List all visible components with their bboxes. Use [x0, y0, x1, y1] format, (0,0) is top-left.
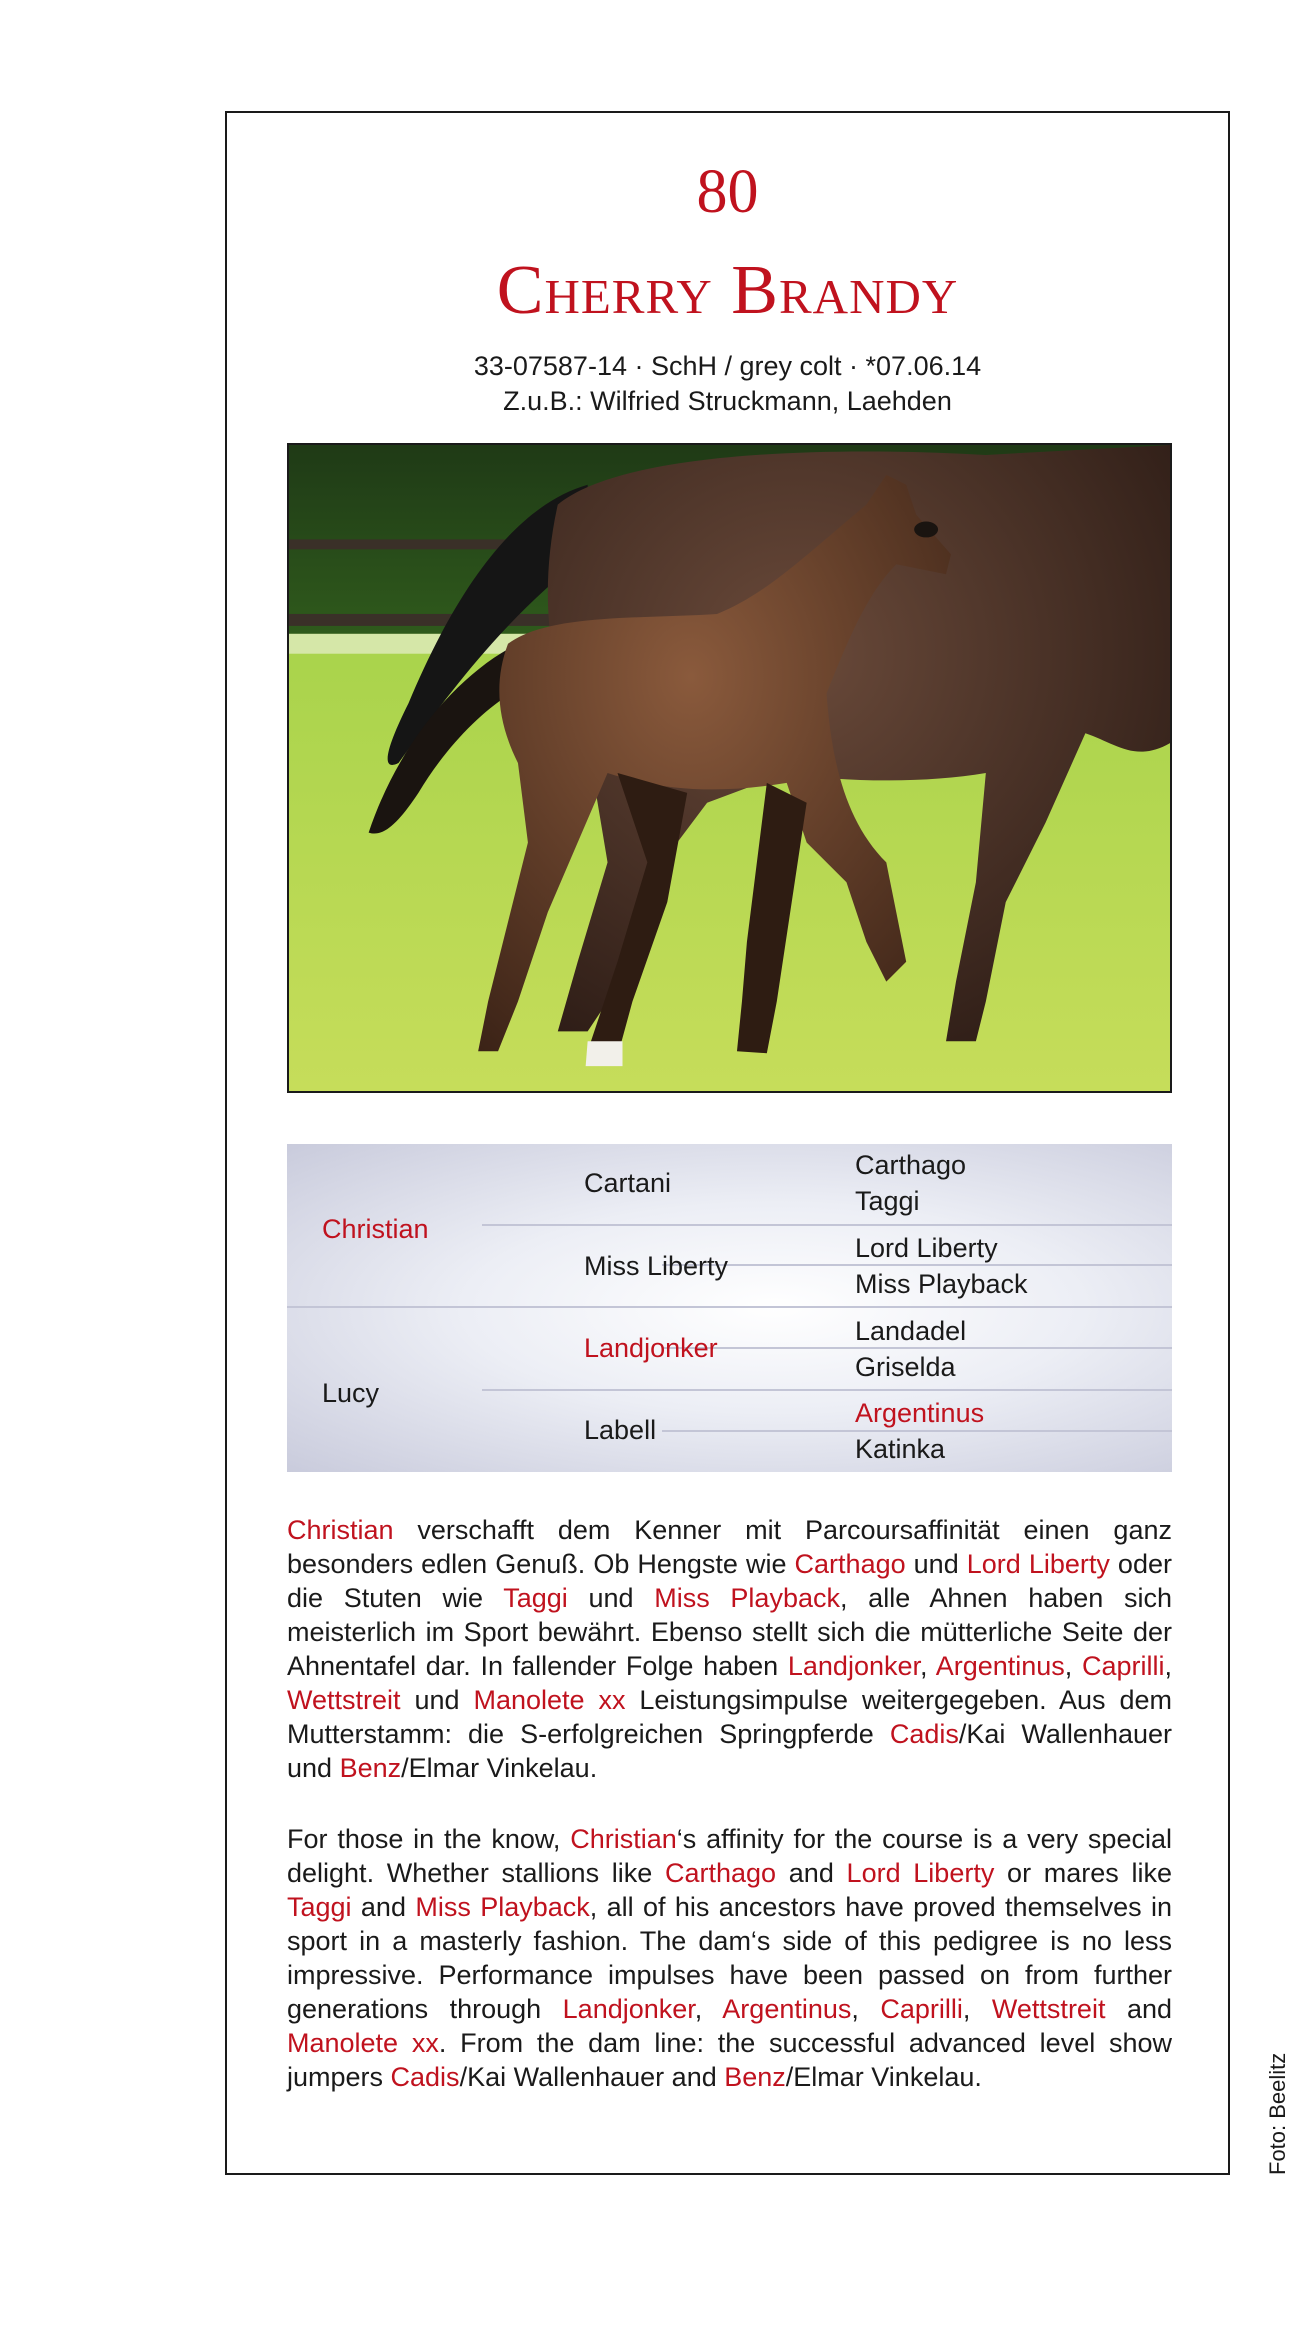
horse-photo-illustration	[289, 445, 1170, 1091]
pedigree-gen3: Taggi	[855, 1186, 920, 1216]
pedigree-dam-sire: Landjonker	[584, 1333, 718, 1363]
pedigree-divider	[482, 1389, 1172, 1391]
pedigree-gen3: Griselda	[855, 1352, 956, 1382]
lot-number: 80	[696, 158, 759, 226]
pedigree-sire-dam: Miss Liberty	[584, 1251, 729, 1281]
pedigree-gen3: Katinka	[855, 1434, 946, 1464]
pedigree-sire: Christian	[322, 1214, 429, 1244]
pedigree-gen3: Lord Liberty	[855, 1233, 998, 1263]
photo-credit-text: Foto: Beelitz	[1265, 2052, 1290, 2175]
pedigree-table	[287, 1144, 1172, 1472]
mare-and-foal-photo	[287, 443, 1172, 1093]
catalog-page-frame	[225, 111, 1230, 2175]
pedigree-sire-sire: Cartani	[584, 1168, 672, 1198]
horse-details: 33-07587-14 · SchH / grey colt · *07.06.14	[473, 351, 982, 381]
breeder-line: Z.u.B.: Wilfried Struckmann, Laehden	[503, 386, 952, 416]
horse-name: Cherry Brandy	[496, 252, 959, 329]
pedigree-dam: Lucy	[322, 1378, 380, 1408]
description-german: Christian verschafft dem Kenner mit Parcoursaffinität einen ganz besonders edlen Genuß. Ob Hengste wie Carthago und Lord Liberty oder die Stuten wie Taggi und Miss Playback, alle Ahnen haben sich meisterlich im Sport bewährt. Ebenso stellt sich die mütterliche Seite der Ahnentafel dar. In fallender Folge haben Landjonker, Argentinus, Caprilli, Wettstreit und Manolete xx Leistungsimpulse weitergegeben. Aus dem Mutterstamm: die S-erfolgreichen Springpferde Cadis/Kai Wallenhauer und Benz/Elmar Vinkelau.	[287, 1515, 1173, 1783]
pedigree-gen3: Carthago	[855, 1150, 967, 1180]
description-english: For those in the know, Christian‘s affinity for the course is a very special delight. Whether stallions like Carthago and Lord Liberty or mares like Taggi and Miss Playback, all of his ancestors have proved themselves in sport in a masterly fashion. The dam‘s side of this pedigree is no less impressive. Performance impulses have been passed on from further generations through Landjonker, Argentinus, Caprilli, Wettstreit and Manolete xx. From the dam line: the successful advanced level show jumpers Cadis/Kai Wallenhauer and Benz/Elmar Vinkelau.	[287, 1824, 1172, 2092]
pedigree-dam-dam: Labell	[584, 1415, 657, 1445]
pedigree-divider	[287, 1306, 1172, 1308]
pedigree-divider	[482, 1224, 1172, 1226]
pedigree-gen3: Landadel	[855, 1316, 967, 1346]
pedigree-gen3: Argentinus	[855, 1398, 985, 1428]
pedigree-gen3: Miss Playback	[855, 1269, 1028, 1299]
